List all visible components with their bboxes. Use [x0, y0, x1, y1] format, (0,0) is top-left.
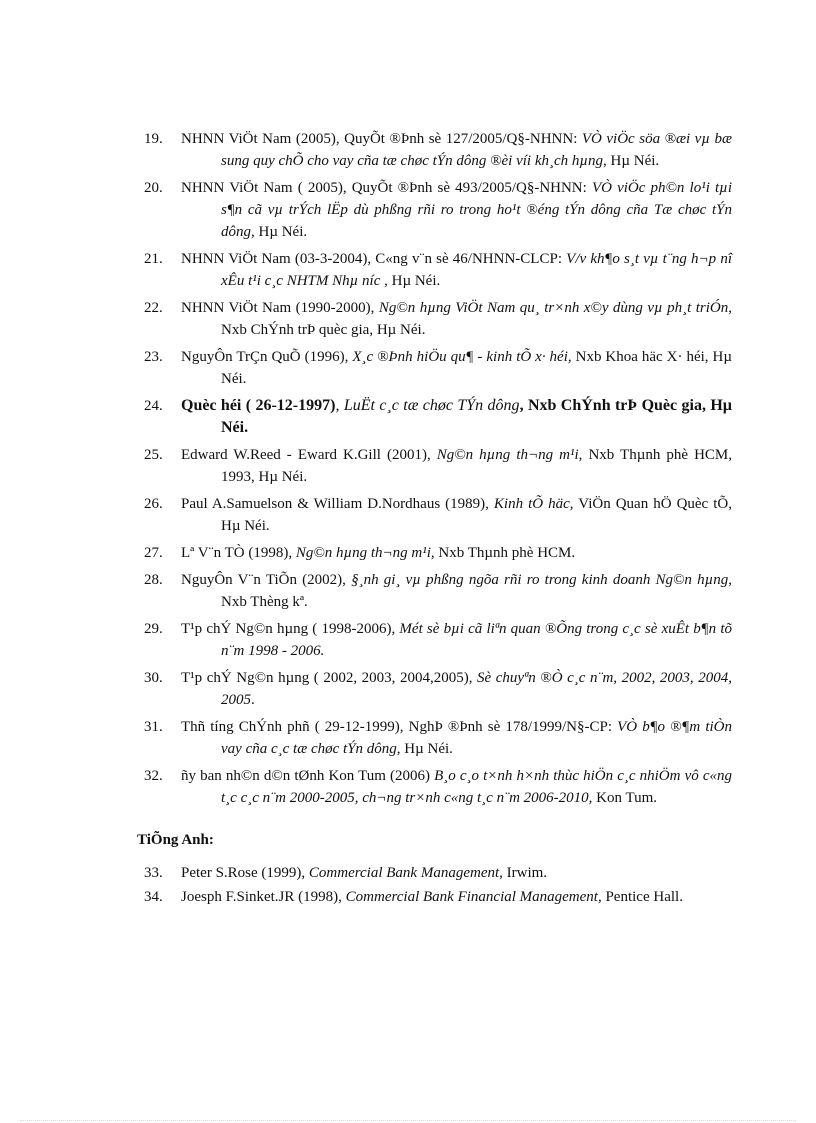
reference-number: 25. — [144, 447, 163, 463]
reference-text — [181, 667, 732, 711]
reference-item — [0, 128, 816, 172]
reference-item — [0, 248, 816, 292]
reference-pre: Joesph F.Sinket.JR (1998), — [181, 889, 346, 905]
reference-text — [181, 346, 732, 390]
reference-item — [0, 493, 816, 537]
reference-title: , LuËt c¸c tæ chøc TÝn dông — [335, 397, 520, 414]
reference-text — [181, 248, 732, 292]
reference-text — [181, 444, 732, 488]
reference-item — [0, 569, 816, 613]
reference-number: 19. — [144, 131, 163, 147]
reference-text — [181, 297, 732, 341]
reference-number: 30. — [144, 670, 163, 686]
reference-title: Mét sè bµi cã liªn quan ®Õng trong c¸c sè xuÊt b¶n tõ n¨m 1998 - 2006. — [221, 621, 732, 659]
reference-post: , Nxb ChÝnh trÞ quèc gia, Hµ Néi. — [221, 300, 732, 338]
reference-text — [181, 862, 732, 884]
reference-item — [0, 618, 816, 662]
reference-item — [0, 765, 816, 809]
reference-list — [0, 128, 816, 814]
reference-post: , Hµ Néi. — [251, 224, 308, 240]
reference-number: 22. — [144, 300, 163, 316]
reference-post: , Nxb Thèng kª. — [221, 572, 733, 610]
reference-pre: NguyÔn V¨n TiÕn (2002), — [181, 572, 352, 588]
reference-title: VÒ viÖc ph©n lo¹i tµi s¶n cã vµ trÝch lËp dù phßng rñi ro trong ho¹t ®éng tÝn dông cña Tæ chøc tÝn dông — [221, 180, 732, 240]
reference-item — [0, 395, 816, 439]
reference-text — [181, 886, 732, 908]
reference-pre: Paul A.Samuelson & William D.Nordhaus (1989), — [181, 496, 494, 512]
reference-title: Ng©n hµng ViÖt Nam qu¸ tr×nh x©y dùng vµ ph¸t triÓn — [378, 300, 729, 316]
reference-title: Commercial Bank Financial Management, — [345, 889, 602, 905]
reference-text — [181, 177, 732, 243]
reference-post: , Hµ Néi. — [396, 741, 453, 757]
reference-post: Irwim. — [502, 865, 548, 881]
reference-title: VÒ viÖc söa ®æi vµ bæ sung quy chÕ cho vay cña tæ chøc tÝn dông ®èi víi kh¸ch hµng — [221, 131, 732, 169]
reference-post: Kon Tum. — [592, 790, 658, 806]
reference-title: §¸nh gi¸ vµ phßng ngõa rñi ro trong kinh doanh Ng©n hµng — [351, 572, 729, 588]
reference-post: Nxb Thµnh phè HCM, 1993, Hµ Néi. — [221, 447, 733, 485]
reference-post: , Nxb ChÝnh trÞ Quèc gia, Hµ Néi. — [221, 397, 732, 436]
reference-number: 24. — [144, 398, 163, 414]
reference-title: V/v kh¶o s¸t vµ t¨ng h¬p nî xÊu t¹i c¸c NHTM Nhµ níc — [221, 251, 732, 289]
reference-pre: NHNN ViÖt Nam (2005), QuyÕt ®Þnh sè 127/2005/Q§-NHNN: — [181, 131, 582, 147]
reference-number: 23. — [144, 349, 163, 365]
reference-number: 31. — [144, 719, 163, 735]
reference-item — [0, 862, 816, 884]
reference-number: 21. — [144, 251, 163, 267]
reference-pre: Thñ tíng ChÝnh phñ ( 29-12-1999), NghÞ ®Þnh sè 178/1999/N§-CP: — [181, 719, 618, 735]
reference-number: 20. — [144, 180, 163, 196]
reference-text — [181, 716, 732, 760]
reference-text — [181, 765, 732, 809]
reference-number: 32. — [144, 768, 163, 784]
reference-item — [0, 716, 816, 760]
reference-text — [181, 128, 732, 172]
reference-post: Pentice Hall. — [601, 889, 683, 905]
reference-number: 29. — [144, 621, 163, 637]
reference-title: B¸o c¸o t×nh h×nh thùc hiÖn c¸c nhiÖm vô c«ng t¸c c¸c n¨m 2000-2005, ch¬ng tr×nh c«ng t¸c n¨m 2006-2010, — [221, 768, 732, 806]
reference-item — [0, 346, 816, 390]
reference-pre: T¹p chÝ Ng©n hµng ( 1998-2006), — [181, 621, 400, 637]
reference-number: 27. — [144, 545, 163, 561]
reference-pre: Lª V¨n TÒ (1998), — [181, 545, 296, 561]
reference-post: . — [251, 692, 255, 708]
reference-item — [0, 444, 816, 488]
reference-number: 34. — [144, 889, 163, 905]
reference-title: Sè chuyªn ®Ò c¸c n¨m, 2002, 2003, 2004, 2005 — [221, 670, 732, 708]
reference-pre: Edward W.Reed - Eward K.Gill (2001), — [181, 447, 437, 463]
reference-item — [0, 177, 816, 243]
reference-post: Nxb Khoa häc X· héi, Hµ Néi. — [221, 349, 732, 387]
reference-pre: Quèc héi ( 26-12-1997) — [181, 397, 336, 414]
reference-text — [181, 618, 732, 662]
reference-title: X¸c ®Þnh hiÖu qu¶ - kinh tÕ x· héi, — [352, 349, 572, 365]
reference-post: , Hµ Néi. — [380, 273, 441, 289]
reference-pre: NHNN ViÖt Nam ( 2005), QuyÕt ®Þnh sè 493/2005/Q§-NHNN: — [181, 180, 592, 196]
reference-title: VÒ b¶o ®¶m tiÒn vay cña c¸c tæ chøc tÝn dông — [221, 719, 732, 757]
reference-text — [181, 493, 732, 537]
reference-item — [0, 667, 816, 711]
reference-item — [0, 297, 816, 341]
reference-pre: NHNN ViÖt Nam (1990-2000), — [181, 300, 379, 316]
reference-text — [181, 395, 732, 439]
reference-post: , Hµ Néi. — [603, 153, 660, 169]
reference-item — [0, 542, 816, 564]
reference-number: 28. — [144, 572, 163, 588]
reference-post: ViÖn Quan hÖ Quèc tÕ, Hµ Néi. — [221, 496, 732, 534]
page-footer-divider — [20, 1120, 796, 1121]
reference-pre: NHNN ViÖt Nam (03-3-2004), C«ng v¨n sè 46/NHNN-CLCP: — [181, 251, 567, 267]
reference-title: Kinh tÕ häc, — [493, 496, 574, 512]
reference-pre: T¹p chÝ Ng©n hµng ( 2002, 2003, 2004,2005), — [181, 670, 478, 686]
reference-pre: NguyÔn TrÇn QuÕ (1996), — [181, 349, 353, 365]
reference-pre: ñy ban nh©n d©n tØnh Kon Tum (2006) — [181, 768, 435, 784]
reference-title: Ng©n hµng th¬ng m¹i, — [436, 447, 583, 463]
reference-title: Commercial Bank Management, — [308, 865, 503, 881]
reference-number: 33. — [144, 865, 163, 881]
reference-pre: Peter S.Rose (1999), — [181, 865, 309, 881]
reference-post: Nxb Thµnh phè HCM. — [434, 545, 576, 561]
reference-text — [181, 542, 732, 564]
section-title: TiÕng Anh: — [137, 832, 214, 848]
reference-number: 26. — [144, 496, 163, 512]
reference-item — [0, 886, 816, 908]
reference-text — [181, 569, 732, 613]
reference-title: Ng©n hµng th¬ng m¹i, — [295, 545, 435, 561]
reference-list-english — [0, 862, 816, 910]
